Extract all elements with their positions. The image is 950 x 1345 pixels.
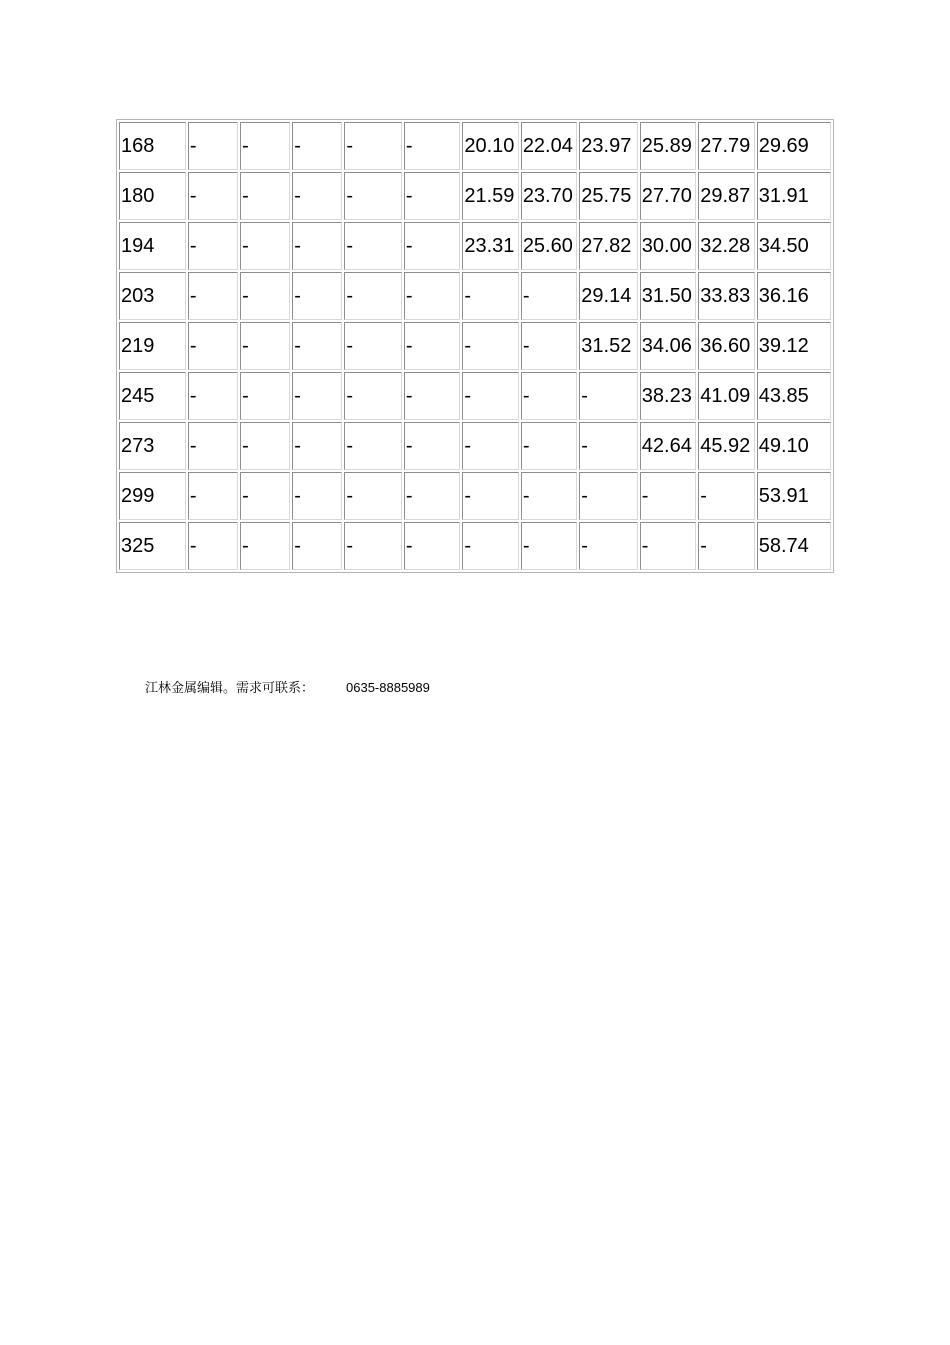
table-cell: 23.31	[462, 222, 518, 270]
table-cell: 29.69	[757, 122, 831, 170]
table-cell: -	[240, 322, 290, 370]
table-cell: 27.79	[698, 122, 754, 170]
table-cell: -	[344, 272, 401, 320]
table-row	[119, 272, 831, 320]
table-cell: -	[240, 272, 290, 320]
table-cell: 41.09	[698, 372, 754, 420]
table-cell: -	[344, 372, 401, 420]
table-cell: -	[344, 422, 401, 470]
table-cell: -	[344, 222, 401, 270]
table-cell: -	[579, 372, 638, 420]
table-cell: -	[640, 472, 696, 520]
table-cell: 25.60	[521, 222, 577, 270]
table-cell: -	[579, 472, 638, 520]
table-cell: 29.87	[698, 172, 754, 220]
table-cell: 22.04	[521, 122, 577, 170]
table-cell: 38.23	[640, 372, 696, 420]
table-cell: -	[404, 372, 460, 420]
table-cell: 31.91	[757, 172, 831, 220]
row-header-cell: 168	[119, 122, 186, 170]
row-header-cell: 273	[119, 422, 186, 470]
row-header-cell: 180	[119, 172, 186, 220]
table-cell: -	[404, 472, 460, 520]
table-cell: -	[292, 522, 342, 570]
table-cell: 30.00	[640, 222, 696, 270]
table-cell: -	[240, 472, 290, 520]
table-cell: -	[521, 372, 577, 420]
table-cell: -	[188, 322, 238, 370]
table-cell: -	[292, 122, 342, 170]
row-header-cell: 245	[119, 372, 186, 420]
table-cell: 29.14	[579, 272, 638, 320]
table-cell: -	[344, 522, 401, 570]
table-cell: 33.83	[698, 272, 754, 320]
table-cell: -	[462, 522, 518, 570]
table-cell: -	[188, 422, 238, 470]
table-cell: -	[462, 372, 518, 420]
table-cell: -	[698, 472, 754, 520]
row-header-cell: 299	[119, 472, 186, 520]
pipe-spec-table	[116, 119, 834, 573]
table-cell: -	[188, 172, 238, 220]
table-cell: 31.52	[579, 322, 638, 370]
footer-note	[145, 680, 430, 697]
table-cell: -	[292, 472, 342, 520]
table-cell: -	[462, 422, 518, 470]
table-cell: -	[188, 122, 238, 170]
table-cell: -	[240, 372, 290, 420]
table-cell: 58.74	[757, 522, 831, 570]
table-cell: -	[240, 422, 290, 470]
table-cell: 34.06	[640, 322, 696, 370]
table-cell: 23.97	[579, 122, 638, 170]
table-cell: -	[404, 272, 460, 320]
table-cell: 43.85	[757, 372, 831, 420]
table-cell: -	[240, 172, 290, 220]
table-cell: -	[188, 372, 238, 420]
footer-phone: 0635-8885989	[346, 680, 430, 695]
table-row	[119, 222, 831, 270]
table-cell: -	[292, 422, 342, 470]
table-cell: -	[462, 272, 518, 320]
table-cell: -	[188, 522, 238, 570]
table-cell: 53.91	[757, 472, 831, 520]
row-header-cell: 203	[119, 272, 186, 320]
table-cell: 36.16	[757, 272, 831, 320]
table-cell: -	[292, 372, 342, 420]
footer-label: 江林金属编辑。需求可联系：	[145, 681, 315, 696]
table-cell: -	[579, 522, 638, 570]
table-cell: -	[404, 172, 460, 220]
table-cell: 25.89	[640, 122, 696, 170]
table-cell: -	[640, 522, 696, 570]
table-cell: -	[404, 222, 460, 270]
table-cell: 23.70	[521, 172, 577, 220]
table-cell: -	[240, 222, 290, 270]
table-cell: 32.28	[698, 222, 754, 270]
table-cell: -	[579, 422, 638, 470]
row-header-cell: 194	[119, 222, 186, 270]
table-cell: -	[344, 122, 401, 170]
table-cell: -	[240, 122, 290, 170]
table-cell: 31.50	[640, 272, 696, 320]
table-row	[119, 122, 831, 170]
table-cell: 27.82	[579, 222, 638, 270]
table-cell: 27.70	[640, 172, 696, 220]
table-cell: -	[462, 322, 518, 370]
table-cell: -	[292, 222, 342, 270]
table-cell: -	[344, 172, 401, 220]
table-cell: -	[521, 272, 577, 320]
table-row	[119, 472, 831, 520]
table-cell: -	[188, 222, 238, 270]
table-cell: -	[698, 522, 754, 570]
table-cell: 49.10	[757, 422, 831, 470]
table-cell: -	[344, 322, 401, 370]
table-row	[119, 322, 831, 370]
table-cell: -	[404, 122, 460, 170]
table-cell: -	[292, 172, 342, 220]
table-cell: -	[521, 472, 577, 520]
table-row	[119, 172, 831, 220]
table-cell: 36.60	[698, 322, 754, 370]
table-cell: -	[240, 522, 290, 570]
table-cell: 25.75	[579, 172, 638, 220]
table-cell: 45.92	[698, 422, 754, 470]
table-cell: -	[292, 322, 342, 370]
table-body	[119, 122, 831, 570]
table-cell: 21.59	[462, 172, 518, 220]
table-row	[119, 522, 831, 570]
table-cell: -	[188, 472, 238, 520]
table-cell: -	[404, 322, 460, 370]
table-cell: 39.12	[757, 322, 831, 370]
table-cell: -	[188, 272, 238, 320]
table-cell: -	[344, 472, 401, 520]
table-cell: -	[462, 472, 518, 520]
row-header-cell: 219	[119, 322, 186, 370]
table-cell: 20.10	[462, 122, 518, 170]
table-cell: -	[404, 522, 460, 570]
table-cell: -	[521, 422, 577, 470]
row-header-cell: 325	[119, 522, 186, 570]
table-cell: 34.50	[757, 222, 831, 270]
table-cell: -	[292, 272, 342, 320]
table-cell: -	[521, 522, 577, 570]
table-cell: -	[521, 322, 577, 370]
table-row	[119, 372, 831, 420]
table-row	[119, 422, 831, 470]
table-cell: -	[404, 422, 460, 470]
table-cell: 42.64	[640, 422, 696, 470]
